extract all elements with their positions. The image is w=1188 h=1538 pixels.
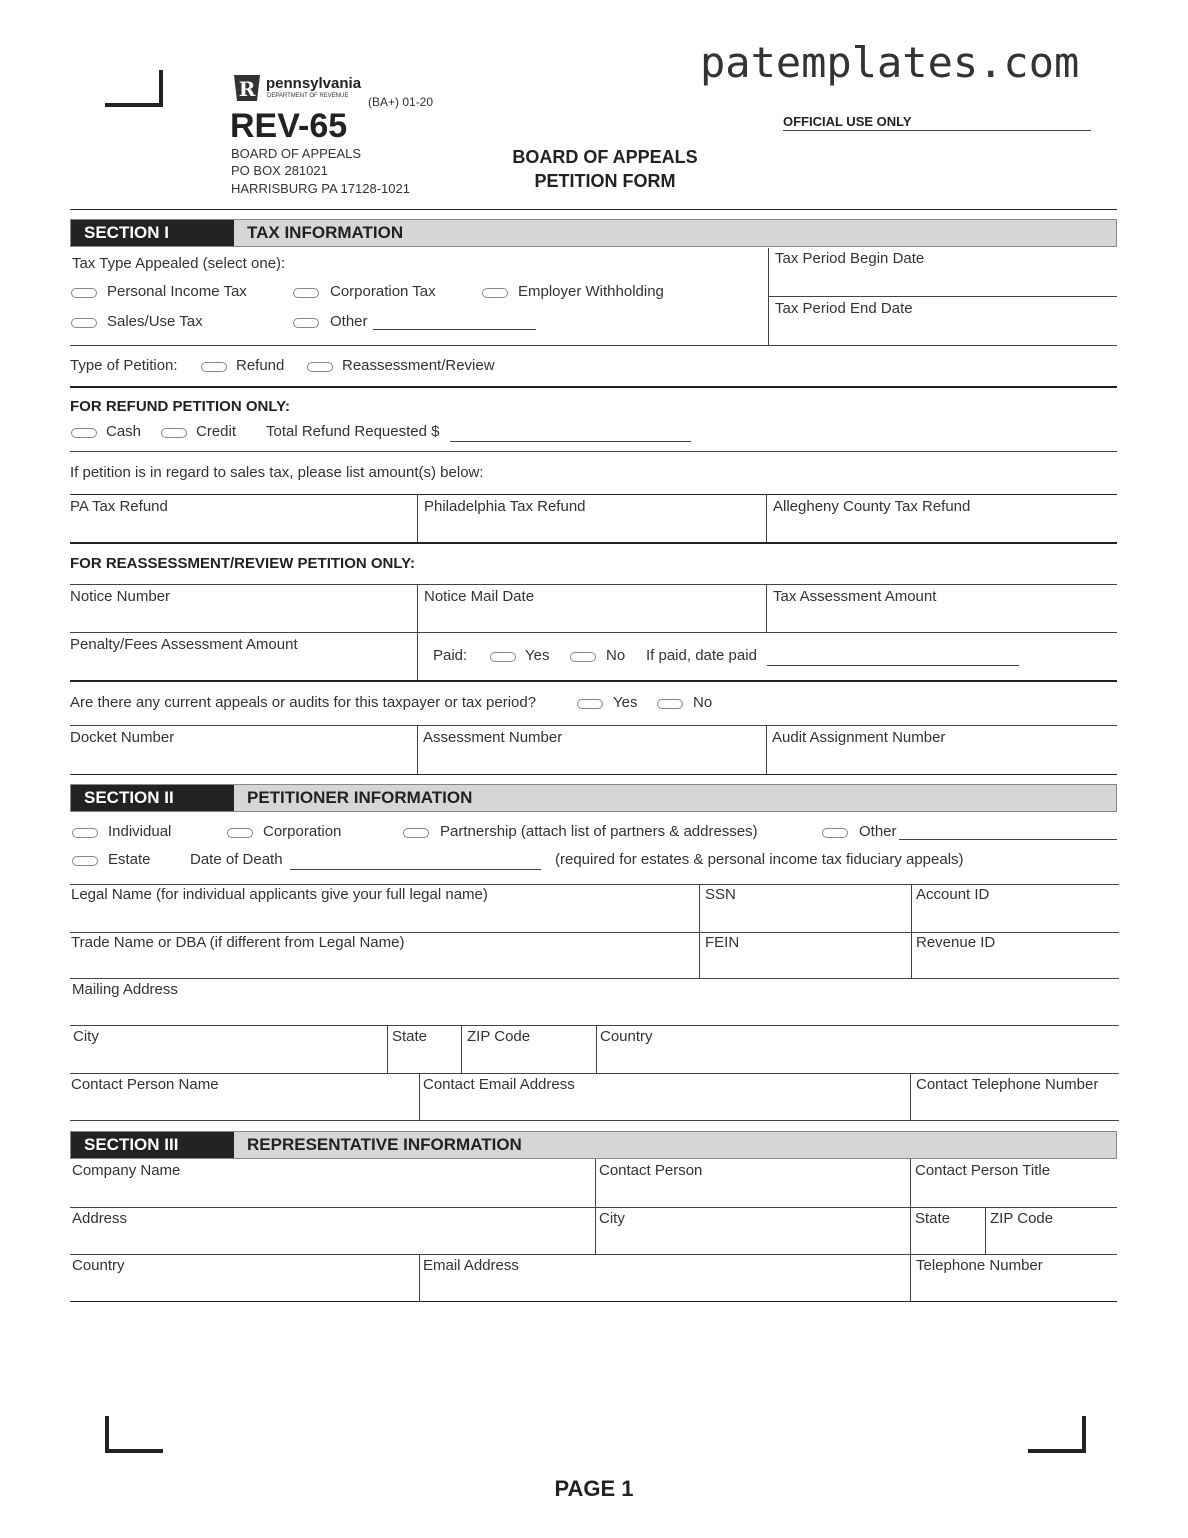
appeals-yes-checkbox[interactable]	[577, 699, 603, 709]
official-use-label: OFFICIAL USE ONLY	[783, 114, 912, 129]
line-1207	[70, 1207, 1117, 1208]
vdiv-docket-1	[417, 725, 418, 774]
date-of-death-label: Date of Death	[190, 851, 283, 868]
paid-yes-checkbox[interactable]	[490, 652, 516, 662]
total-refund-label: Total Refund Requested $	[266, 423, 440, 440]
other-entity-input[interactable]	[899, 839, 1117, 840]
cash-label: Cash	[106, 423, 142, 440]
rep-email-field[interactable]: Email Address	[423, 1257, 519, 1274]
line-681	[70, 680, 1117, 682]
individual-label: Individual	[108, 823, 172, 840]
line-1302	[70, 1301, 1117, 1302]
employer-withholding-checkbox[interactable]	[482, 288, 508, 298]
company-name-field[interactable]: Company Name	[72, 1162, 181, 1179]
vdiv-notice-1	[417, 584, 418, 682]
address-line-3: HARRISBURG PA 17128-1021	[231, 181, 410, 196]
form-title-line-2: PETITION FORM	[534, 171, 676, 191]
crop-mark-bottom-left	[105, 1416, 163, 1453]
refund-checkbox[interactable]	[201, 362, 227, 372]
rep-country-field[interactable]: Country	[72, 1257, 125, 1274]
vdiv-zip	[596, 1025, 597, 1073]
vdiv-rep-email	[419, 1254, 420, 1302]
vdiv-contact-2	[910, 1073, 911, 1121]
rep-phone-field[interactable]: Telephone Number	[916, 1257, 1043, 1274]
agency-name: pennsylvania	[266, 75, 362, 92]
line-387	[70, 386, 1117, 388]
vdiv-notice-2	[766, 584, 767, 632]
corp-tax-label: Corporation Tax	[330, 283, 436, 300]
date-paid-input[interactable]	[767, 665, 1019, 666]
assessment-number-field[interactable]: Assessment Number	[423, 729, 563, 746]
vdiv-contact-1	[419, 1073, 420, 1121]
line-584	[70, 584, 1117, 585]
employer-withholding-label: Employer Withholding	[518, 283, 664, 300]
fein-field[interactable]: FEIN	[705, 934, 740, 951]
vdiv-rep-state	[985, 1207, 986, 1255]
notice-number-field[interactable]: Notice Number	[70, 588, 171, 605]
line-1255	[70, 1254, 1117, 1255]
tax-type-label: Tax Type Appealed (select one):	[72, 255, 286, 272]
rep-contact-title-field[interactable]: Contact Person Title	[915, 1162, 1051, 1179]
allegheny-refund-field[interactable]: Allegheny County Tax Refund	[773, 498, 971, 515]
line-452	[70, 451, 1117, 452]
other-entity-label: Other	[859, 823, 897, 840]
section-3-title: REPRESENTATIVE INFORMATION	[247, 1135, 522, 1154]
zip-field[interactable]: ZIP Code	[467, 1028, 531, 1045]
section-1-title: TAX INFORMATION	[247, 223, 404, 242]
account-id-field[interactable]: Account ID	[916, 886, 990, 903]
penalty-amount-field[interactable]: Penalty/Fees Assessment Amount	[70, 636, 298, 653]
mailing-address-field[interactable]: Mailing Address	[72, 981, 178, 998]
pa-refund-field[interactable]: PA Tax Refund	[70, 498, 168, 515]
watermark: patemplates.com	[700, 38, 1080, 87]
form-title-line-1: BOARD OF APPEALS	[512, 147, 698, 167]
paid-yes-label: Yes	[525, 647, 550, 664]
sales-use-checkbox[interactable]	[71, 318, 97, 328]
reassessment-label: Reassessment/Review	[342, 357, 495, 374]
contact-name-field[interactable]: Contact Person Name	[71, 1076, 219, 1093]
section-3-bar	[70, 1131, 1117, 1159]
period-end-label: Tax Period End Date	[775, 300, 913, 317]
appeals-no-label: No	[693, 694, 713, 711]
vdiv-city	[387, 1025, 388, 1073]
docket-number-field[interactable]: Docket Number	[70, 729, 175, 746]
estate-checkbox[interactable]	[72, 856, 98, 866]
crop-mark-top-left	[105, 70, 163, 107]
refund-label: Refund	[236, 357, 285, 374]
ssn-field[interactable]: SSN	[705, 886, 736, 903]
paid-label: Paid:	[433, 647, 468, 664]
line-1025	[70, 1025, 1119, 1026]
total-refund-input[interactable]	[450, 441, 691, 442]
period-divider	[768, 296, 1117, 297]
line-979	[70, 978, 1119, 979]
period-begin-label: Tax Period Begin Date	[775, 250, 925, 267]
required-note: (required for estates & personal income tax fiduciary appeals)	[555, 851, 964, 868]
tax-assessment-field[interactable]: Tax Assessment Amount	[773, 588, 937, 605]
section-1-bar	[70, 219, 1117, 247]
reassess-section-header: FOR REASSESSMENT/REVIEW PETITION ONLY:	[70, 555, 416, 572]
appeals-yes-label: Yes	[613, 694, 638, 711]
official-use-line	[783, 130, 1091, 131]
notice-mail-date-field[interactable]: Notice Mail Date	[424, 588, 535, 605]
other-tax-checkbox[interactable]	[293, 318, 319, 328]
credit-checkbox[interactable]	[161, 428, 187, 438]
credit-label: Credit	[196, 423, 237, 440]
country-field[interactable]: Country	[600, 1028, 653, 1045]
line-932	[70, 932, 1119, 933]
section-2-title: PETITIONER INFORMATION	[247, 788, 473, 807]
appeals-question: Are there any current appeals or audits for this taxpayer or tax period?	[70, 694, 537, 711]
form-version: (BA+) 01-20	[368, 95, 434, 109]
contact-email-field[interactable]: Contact Email Address	[423, 1076, 575, 1093]
address-line-2: PO BOX 281021	[231, 163, 328, 178]
svg-text:R: R	[238, 77, 256, 101]
line-494	[70, 494, 1117, 495]
header-divider	[70, 209, 1117, 210]
revenue-id-field[interactable]: Revenue ID	[916, 934, 996, 951]
paid-no-label: No	[606, 647, 626, 664]
rep-city-field[interactable]: City	[599, 1210, 625, 1227]
rep-zip-field[interactable]: ZIP Code	[990, 1210, 1054, 1227]
agency-sub: DEPARTMENT OF REVENUE	[267, 93, 349, 99]
section-1-tag: SECTION I	[71, 220, 234, 246]
corporation-label: Corporation	[263, 823, 342, 840]
page-number: PAGE 1	[554, 1476, 634, 1501]
rep-state-field[interactable]: State	[915, 1210, 951, 1227]
trade-name-field[interactable]: Trade Name or DBA (if different from Legal Name)	[71, 934, 405, 951]
appeals-no-checkbox[interactable]	[657, 699, 683, 709]
vdiv-docket-2	[766, 725, 767, 774]
address-line-1: BOARD OF APPEALS	[231, 146, 362, 161]
audit-number-field[interactable]: Audit Assignment Number	[772, 729, 946, 746]
line-543	[70, 542, 1117, 544]
line-884	[70, 884, 1119, 885]
tax-period-divider	[768, 248, 769, 346]
line-774	[70, 774, 1117, 775]
paid-no-checkbox[interactable]	[570, 652, 596, 662]
date-of-death-input[interactable]	[290, 869, 541, 870]
crop-mark-bottom-right	[1028, 1416, 1086, 1453]
contact-phone-field[interactable]: Contact Telephone Number	[916, 1076, 1099, 1093]
city-field[interactable]: City	[73, 1028, 99, 1045]
date-paid-label: If paid, date paid	[646, 647, 757, 664]
rep-address-field[interactable]: Address	[72, 1210, 128, 1227]
section-2-tag: SECTION II	[71, 785, 234, 811]
other-tax-label: Other	[330, 313, 368, 330]
partnership-checkbox[interactable]	[403, 828, 429, 838]
refund-section-header: FOR REFUND PETITION ONLY:	[70, 398, 291, 415]
section-2-bar	[70, 784, 1117, 812]
line-1073	[70, 1073, 1119, 1074]
line-346	[70, 345, 1117, 346]
pit-checkbox[interactable]	[71, 288, 97, 298]
legal-name-field[interactable]: Legal Name (for individual applicants give your full legal name)	[71, 886, 488, 903]
form-number: REV-65	[230, 107, 348, 145]
other-tax-input[interactable]	[373, 329, 536, 330]
keystone-logo-icon	[232, 73, 262, 103]
corporation-checkbox[interactable]	[227, 828, 253, 838]
other-entity-checkbox[interactable]	[822, 828, 848, 838]
line-1120	[70, 1120, 1119, 1121]
sales-note: If petition is in regard to sales tax, please list amount(s) below:	[70, 464, 484, 481]
estate-label: Estate	[108, 851, 151, 868]
state-field[interactable]: State	[392, 1028, 428, 1045]
vdiv-refunds-2	[766, 494, 767, 543]
line-725	[70, 725, 1117, 726]
phila-refund-field[interactable]: Philadelphia Tax Refund	[424, 498, 586, 515]
partnership-label: Partnership (attach list of partners & addresses)	[440, 823, 758, 840]
vdiv-rep-2	[910, 1159, 911, 1302]
cash-checkbox[interactable]	[71, 428, 97, 438]
line-632	[70, 632, 1117, 633]
petition-type-label: Type of Petition:	[70, 357, 178, 374]
vdiv-state	[461, 1025, 462, 1073]
individual-checkbox[interactable]	[72, 828, 98, 838]
reassessment-checkbox[interactable]	[307, 362, 333, 372]
rep-contact-person-field[interactable]: Contact Person	[599, 1162, 703, 1179]
sales-use-label: Sales/Use Tax	[107, 313, 203, 330]
pit-label: Personal Income Tax	[107, 283, 247, 300]
corp-tax-checkbox[interactable]	[293, 288, 319, 298]
section-3-tag: SECTION III	[71, 1132, 234, 1158]
vdiv-refunds-1	[417, 494, 418, 543]
